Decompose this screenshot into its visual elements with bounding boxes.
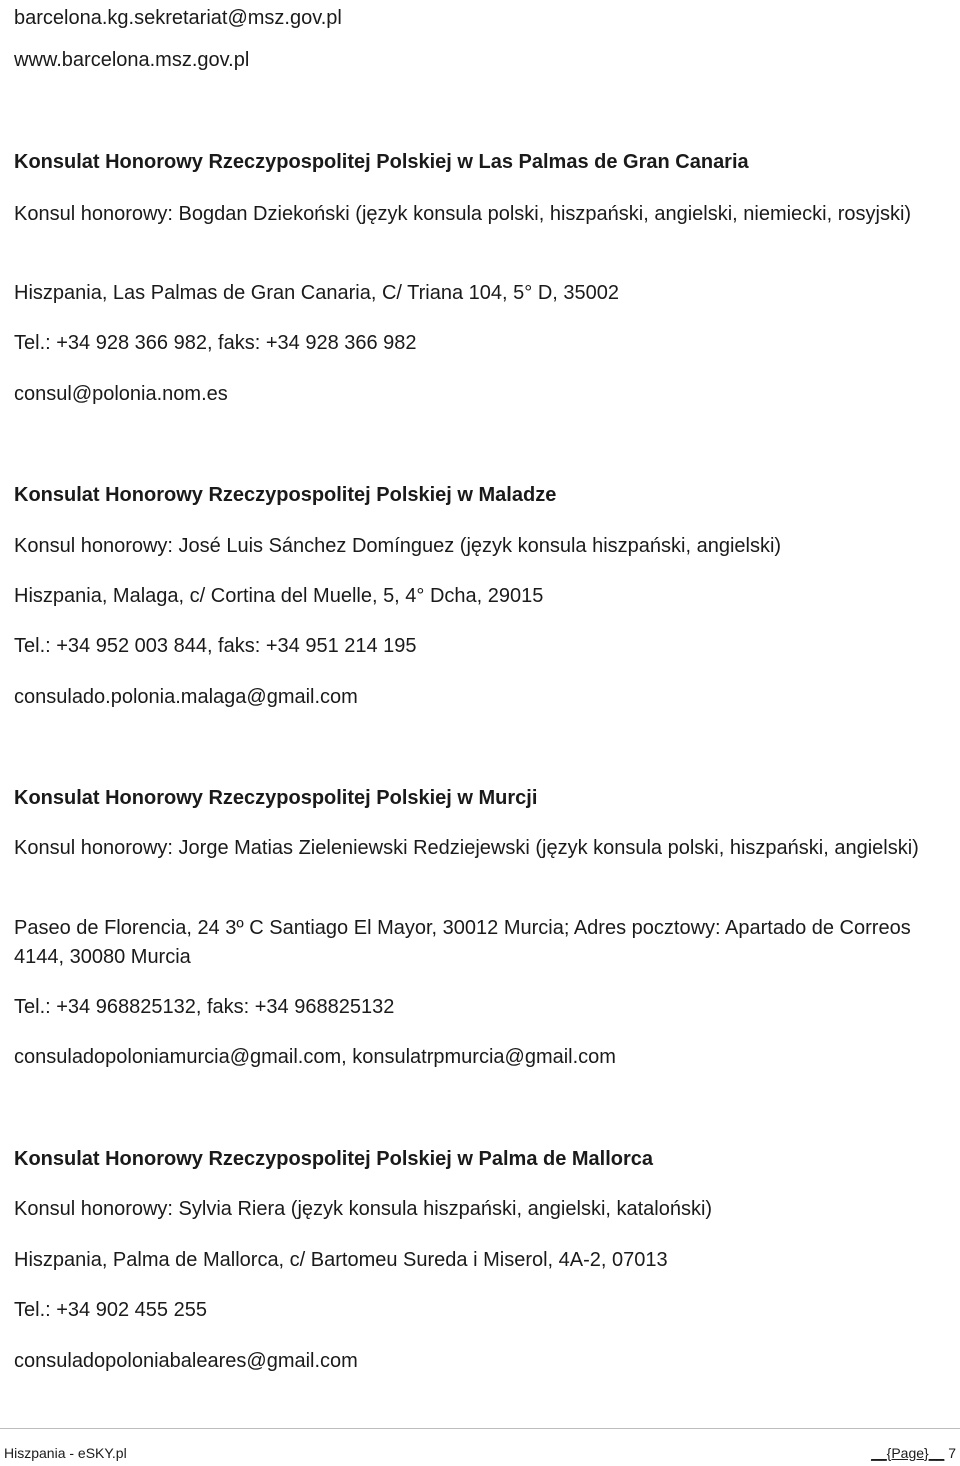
page-footer [0,1428,960,1466]
consulate-address: Hiszpania, Malaga, c/ Cortina del Muelle, 5, 4° Dcha, 29015 [14,585,544,607]
consulate-address: Hiszpania, Las Palmas de Gran Canaria, C/ Triana 104, 5° D, 35002 [14,282,619,304]
consulate-phone: Tel.: +34 968825132, faks: +34 968825132 [14,996,395,1018]
consulate-phone: Tel.: +34 952 003 844, faks: +34 951 214 195 [14,635,417,657]
page-field-placeholder: __{Page}__ [871,1445,945,1461]
footer-divider [0,1428,960,1429]
consul-info: Konsul honorowy: Bogdan Dziekoński (język konsula polski, hiszpański, angielski, niemiecki, rosyjski) [14,203,912,225]
consulate-title: Konsulat Honorowy Rzeczypospolitej Polskiej w Murcji [14,787,538,809]
footer-page [871,1445,956,1461]
consul-info: Konsul honorowy: Jorge Matias Zieleniewski Redziejewski (język konsula polski, hiszpański, angielski) [14,837,919,859]
consulate-email: consulado.polonia.malaga@gmail.com [14,686,358,708]
consulate-email: consuladopoloniabaleares@gmail.com [14,1350,358,1372]
consulate-email: consul@polonia.nom.es [14,383,228,405]
consulate-address: Paseo de Florencia, 24 3º C Santiago El Mayor, 30012 Murcia; Adres pocztowy: Apartado de Correos 4144, 30080 Murcia [14,917,911,968]
consulate-title: Konsulat Honorowy Rzeczypospolitej Polskiej w Palma de Mallorca [14,1148,654,1170]
page-number: 7 [948,1445,956,1461]
consulate-email: consuladopoloniamurcia@gmail.com, konsulatrpmurcia@gmail.com [14,1046,616,1068]
consul-info: Konsul honorowy: José Luis Sánchez Domínguez (język konsula hiszpański, angielski) [14,535,782,557]
consulate-phone: Tel.: +34 928 366 982, faks: +34 928 366 982 [14,332,417,354]
consul-info: Konsul honorowy: Sylvia Riera (język konsula hiszpański, angielski, kataloński) [14,1198,713,1220]
intro-website: www.barcelona.msz.gov.pl [14,49,250,71]
consulate-title: Konsulat Honorowy Rzeczypospolitej Polskiej w Las Palmas de Gran Canaria [14,151,749,173]
consulate-title: Konsulat Honorowy Rzeczypospolitej Polskiej w Maladze [14,484,557,506]
intro-email: barcelona.kg.sekretariat@msz.gov.pl [14,7,342,29]
consulate-address: Hiszpania, Palma de Mallorca, c/ Bartomeu Sureda i Miserol, 4A-2, 07013 [14,1249,668,1271]
consulate-phone: Tel.: +34 902 455 255 [14,1299,207,1321]
footer-source: Hiszpania - eSKY.pl [4,1445,127,1461]
page-field-text: {Page} [886,1445,929,1461]
